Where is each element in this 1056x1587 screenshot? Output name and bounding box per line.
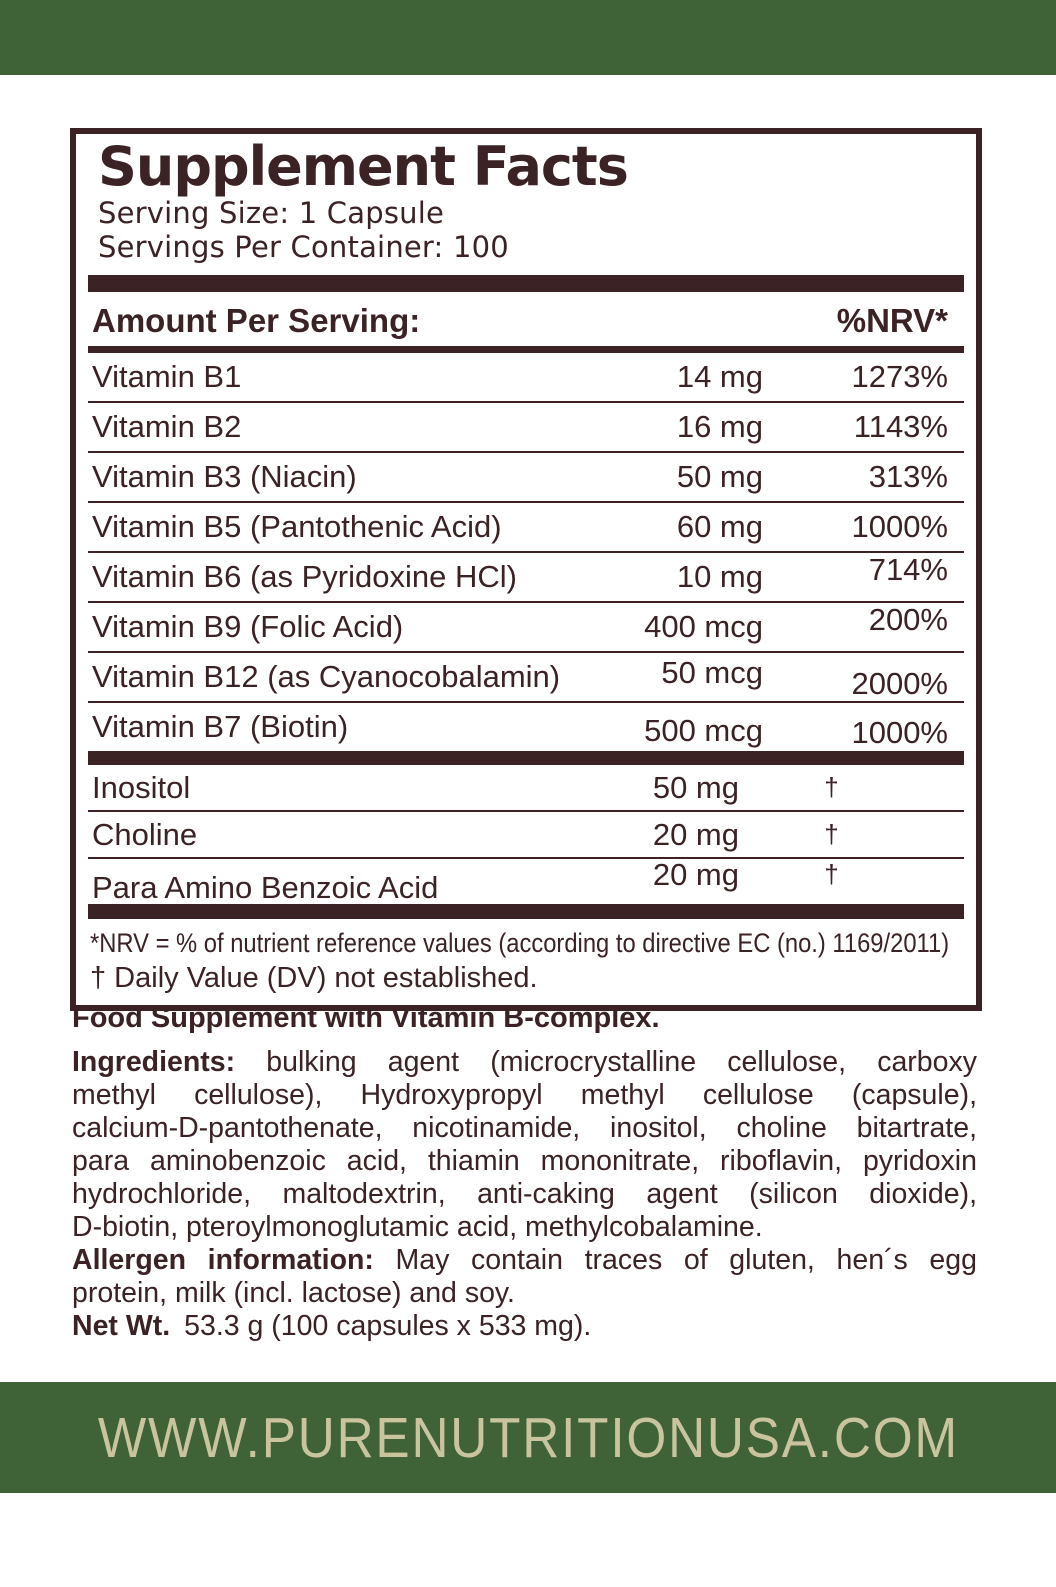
nutrient-amount: 50 mg bbox=[676, 459, 763, 495]
nutrient-dagger: † bbox=[824, 859, 839, 890]
table-row bbox=[88, 601, 964, 651]
divider-thick bbox=[88, 751, 964, 765]
nutrient-amount: 20 mg bbox=[652, 856, 739, 892]
other-nutrients-table bbox=[88, 765, 964, 904]
nutrient-nrv: 200% bbox=[868, 602, 948, 638]
table-row bbox=[88, 701, 964, 751]
allergen-paragraph bbox=[72, 1244, 977, 1310]
nutrient-amount: 14 mg bbox=[676, 359, 763, 395]
serving-size: Serving Size: 1 Capsule bbox=[98, 196, 445, 231]
footer-brand-bar bbox=[0, 1382, 1056, 1493]
nutrient-name: Vitamin B6 (as Pyridoxine HCl) bbox=[92, 559, 517, 595]
divider-thick bbox=[88, 904, 964, 919]
food-supplement-statement: Food Supplement with Vitamin B-complex. bbox=[72, 1002, 660, 1034]
nutrient-nrv: 714% bbox=[868, 552, 948, 588]
ingredients-label: Ingredients: bbox=[72, 1046, 236, 1078]
allergen-line: protein, milk (incl. lactose) and soy. bbox=[72, 1277, 515, 1309]
nutrient-dagger: † bbox=[824, 772, 839, 803]
nutrient-name: Vitamin B7 (Biotin) bbox=[92, 709, 349, 745]
nutrient-nrv: 1000% bbox=[851, 509, 948, 545]
nutrient-nrv: 2000% bbox=[851, 666, 948, 702]
nutrient-name: Para Amino Benzoic Acid bbox=[92, 869, 439, 905]
nutrient-amount: 60 mg bbox=[676, 509, 763, 545]
nutrient-name: Vitamin B5 (Pantothenic Acid) bbox=[92, 509, 502, 545]
ingredients-line bbox=[72, 1046, 977, 1079]
nutrient-amount: 20 mg bbox=[652, 816, 739, 852]
nutrient-nrv: 313% bbox=[868, 459, 948, 495]
table-header-row bbox=[88, 292, 964, 346]
daily-value-footnote: † Daily Value (DV) not established. bbox=[90, 962, 538, 995]
amount-per-serving-header: Amount Per Serving: bbox=[92, 302, 421, 340]
table-row bbox=[88, 401, 964, 451]
nutrient-dagger: † bbox=[824, 819, 839, 850]
nutrient-name: Vitamin B3 (Niacin) bbox=[92, 459, 357, 495]
servings-per-container: Servings Per Container: 100 bbox=[98, 230, 509, 265]
allergen-text: May contain traces of gluten, hen´s egg bbox=[373, 1244, 977, 1276]
net-weight-line bbox=[72, 1310, 977, 1343]
table-row bbox=[88, 353, 964, 401]
nutrient-name: Inositol bbox=[92, 769, 191, 805]
divider-medium bbox=[88, 346, 964, 353]
nutrient-nrv: 1143% bbox=[853, 409, 948, 445]
nutrient-name: Vitamin B1 bbox=[92, 359, 242, 395]
allergen-label: Allergen information: bbox=[72, 1244, 374, 1276]
ingredients-line: calcium-D-pantothenate, nicotinamide, inositol, choline bitartrate, bbox=[72, 1112, 977, 1144]
net-weight-label: Net Wt. bbox=[72, 1310, 171, 1342]
nutrient-name: Vitamin B9 (Folic Acid) bbox=[92, 609, 404, 645]
table-row bbox=[88, 551, 964, 601]
nutrient-name: Vitamin B2 bbox=[92, 409, 242, 445]
nutrient-amount: 10 mg bbox=[676, 559, 763, 595]
divider-thick bbox=[88, 275, 964, 292]
ingredients-text: bulking agent (microcrystalline cellulose, carboxy bbox=[235, 1046, 977, 1078]
table-row bbox=[88, 765, 964, 810]
nutrient-amount: 50 mcg bbox=[661, 655, 763, 691]
supplement-facts-panel bbox=[70, 128, 982, 1011]
net-weight-value: 53.3 g (100 capsules x 533 mg). bbox=[184, 1310, 592, 1342]
ingredients-line: para aminobenzoic acid, thiamin mononitrate, riboflavin, pyridoxin bbox=[72, 1145, 977, 1177]
nutrient-amount: 16 mg bbox=[676, 409, 763, 445]
website-url: WWW.PURENUTRITIONUSA.COM bbox=[97, 1405, 959, 1470]
ingredients-line: methyl cellulose), Hydroxypropyl methyl cellulose (capsule), bbox=[72, 1079, 977, 1111]
nrv-footnote: *NRV = % of nutrient reference values (according to directive EC (no.) 1169/2011) bbox=[90, 928, 950, 959]
nutrient-amount: 500 mcg bbox=[644, 713, 763, 749]
panel-title: Supplement Facts bbox=[98, 135, 628, 198]
nutrient-name: Choline bbox=[92, 816, 198, 852]
vitamins-table bbox=[88, 353, 964, 751]
nutrient-amount: 50 mg bbox=[652, 769, 739, 805]
table-row bbox=[88, 857, 964, 904]
ingredients-line: hydrochloride, maltodextrin, anti-caking agent (silicon dioxide), bbox=[72, 1178, 977, 1210]
table-row bbox=[88, 501, 964, 551]
label-text-section bbox=[72, 1002, 977, 1343]
table-row bbox=[88, 451, 964, 501]
nrv-header: %NRV* bbox=[836, 302, 948, 340]
table-row bbox=[88, 810, 964, 857]
nutrient-nrv: 1273% bbox=[851, 359, 948, 395]
nutrient-name: Vitamin B12 (as Cyanocobalamin) bbox=[92, 659, 561, 695]
table-row bbox=[88, 651, 964, 701]
allergen-line bbox=[72, 1244, 977, 1277]
nutrient-amount: 400 mcg bbox=[644, 609, 763, 645]
ingredients-line: D-biotin, pteroylmonoglutamic acid, methylcobalamine. bbox=[72, 1211, 763, 1243]
nutrient-nrv: 1000% bbox=[851, 715, 948, 751]
top-brand-bar bbox=[0, 0, 1056, 75]
ingredients-paragraph bbox=[72, 1046, 977, 1244]
